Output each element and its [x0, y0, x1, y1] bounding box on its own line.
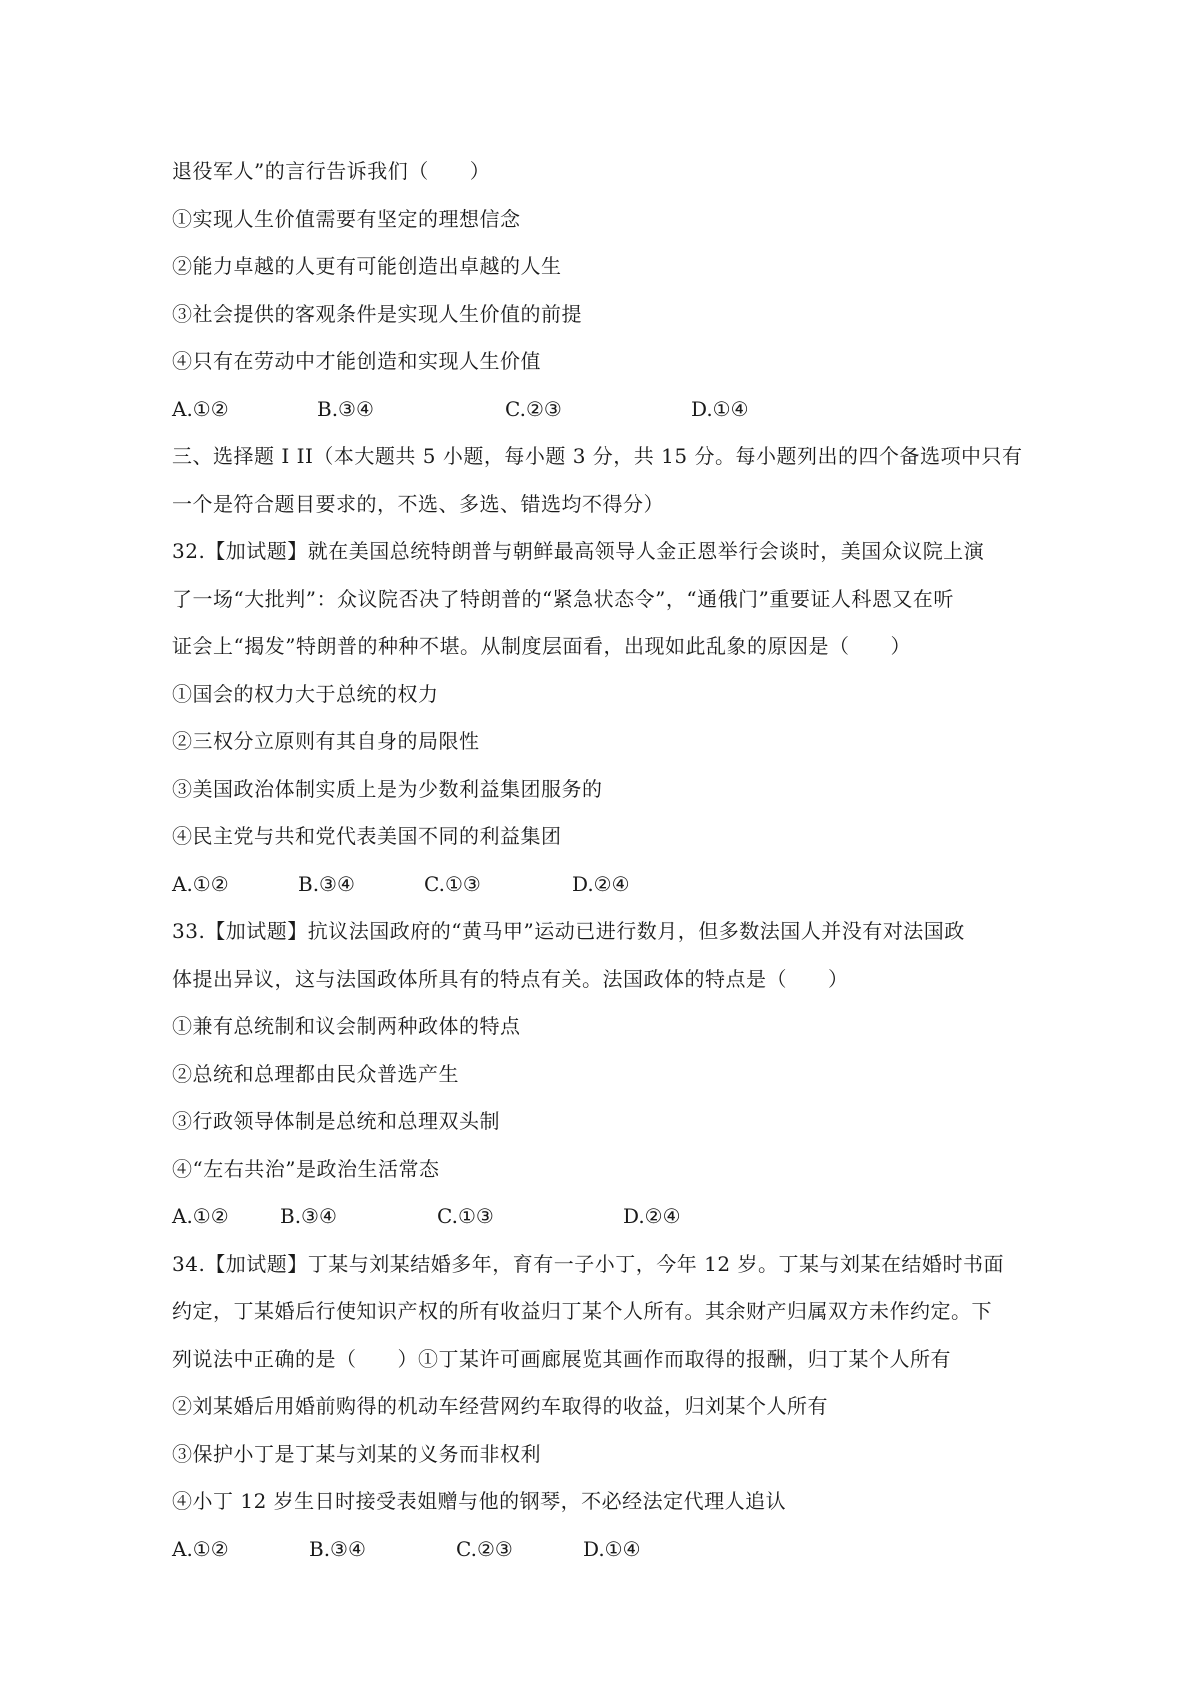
q34-item-4: ④小丁 12 岁生日时接受表姐赠与他的钢琴，不必经法定代理人追认 — [172, 1489, 787, 1513]
q33-stem-line-1: 33.【加试题】抗议法国政府的“黄马甲”运动已进行数月，但多数法国人并没有对法国政 — [172, 919, 965, 943]
q31-option-b: B.③④ — [317, 396, 374, 421]
q32-item-4: ④民主党与共和党代表美国不同的利益集团 — [172, 824, 562, 848]
q33-item-4: ④“左右共治”是政治生活常态 — [172, 1156, 440, 1181]
q34-option-a: A.①② — [172, 1536, 229, 1561]
q34-options — [172, 1526, 1042, 1574]
q34-option-c: C.②③ — [456, 1536, 513, 1561]
q32-stem-line-1: 32.【加试题】就在美国总统特朗普与朝鲜最高领导人金正恩举行会谈时，美国众议院上演 — [172, 539, 985, 563]
q33-stem-line-2: 体提出异议，这与法国政体所具有的特点有关。法国政体的特点是（ ） — [172, 966, 849, 991]
q31-item-4: ④只有在劳动中才能创造和实现人生价值 — [172, 349, 541, 373]
document-page — [172, 148, 1042, 1573]
section-3-header-line-2: 一个是符合题目要求的，不选、多选、错选均不得分） — [172, 491, 664, 516]
q32-option-c: C.①③ — [424, 871, 481, 896]
q33-option-d: D.②④ — [623, 1204, 681, 1228]
q31-stem-end: 退役军人”的言行告诉我们（ ） — [172, 159, 491, 183]
q33-option-c: C.①③ — [437, 1204, 494, 1228]
q32-options — [172, 861, 1042, 909]
q32-item-3: ③美国政治体制实质上是为少数利益集团服务的 — [172, 776, 603, 801]
q31-item-2: ②能力卓越的人更有可能创造出卓越的人生 — [172, 254, 562, 278]
q33-option-a: A.①② — [172, 1204, 229, 1228]
q31-item-3: ③社会提供的客观条件是实现人生价值的前提 — [172, 301, 582, 326]
q32-item-1: ①国会的权力大于总统的权力 — [172, 681, 439, 706]
q31-item-1: ①实现人生价值需要有坚定的理想信念 — [172, 206, 521, 231]
q34-stem-line-2: 约定，丁某婚后行使知识产权的所有收益归丁某个人所有。其余财产归属双方未作约定。下 — [172, 1299, 992, 1323]
q34-stem-line-1: 34.【加试题】丁某与刘某结婚多年，育有一子小丁，今年 12 岁。丁某与刘某在结婚时书面 — [172, 1251, 1004, 1276]
q31-option-a: A.①② — [172, 396, 229, 421]
section-3-header-line-1: 三、选择题 I II（本大题共 5 小题，每小题 3 分，共 15 分。每小题列出的四个备选项中只有 — [172, 444, 1023, 468]
q32-item-2: ②三权分立原则有其自身的局限性 — [172, 729, 480, 753]
q32-option-d: D.②④ — [572, 871, 630, 896]
q32-option-b: B.③④ — [298, 871, 355, 896]
q31-options — [172, 386, 1042, 434]
q33-item-3: ③行政领导体制是总统和总理双头制 — [172, 1109, 500, 1133]
q33-options — [172, 1193, 1042, 1241]
q32-stem-line-3: 证会上“揭发”特朗普的种种不堪。从制度层面看，出现如此乱象的原因是（ ） — [172, 634, 911, 658]
q32-option-a: A.①② — [172, 871, 229, 896]
q34-item-3: ③保护小丁是丁某与刘某的义务而非权利 — [172, 1441, 541, 1466]
q34-stem-line-3: 列说法中正确的是（ ）①丁某许可画廊展览其画作而取得的报酬，归丁某个人所有 — [172, 1346, 951, 1371]
q34-item-2: ②刘某婚后用婚前购得的机动车经营网约车取得的收益，归刘某个人所有 — [172, 1394, 828, 1418]
q32-stem-line-2: 了一场“大批判”：众议院否决了特朗普的“紧急状态令”，“通俄门”重要证人科恩又在听 — [172, 586, 954, 611]
q31-option-c: C.②③ — [505, 396, 562, 421]
q33-item-1: ①兼有总统制和议会制两种政体的特点 — [172, 1014, 521, 1038]
q31-option-d: D.①④ — [691, 396, 749, 421]
q33-item-2: ②总统和总理都由民众普选产生 — [172, 1061, 459, 1086]
q34-option-d: D.①④ — [583, 1536, 641, 1561]
q34-option-b: B.③④ — [309, 1536, 366, 1561]
q33-option-b: B.③④ — [280, 1204, 337, 1228]
